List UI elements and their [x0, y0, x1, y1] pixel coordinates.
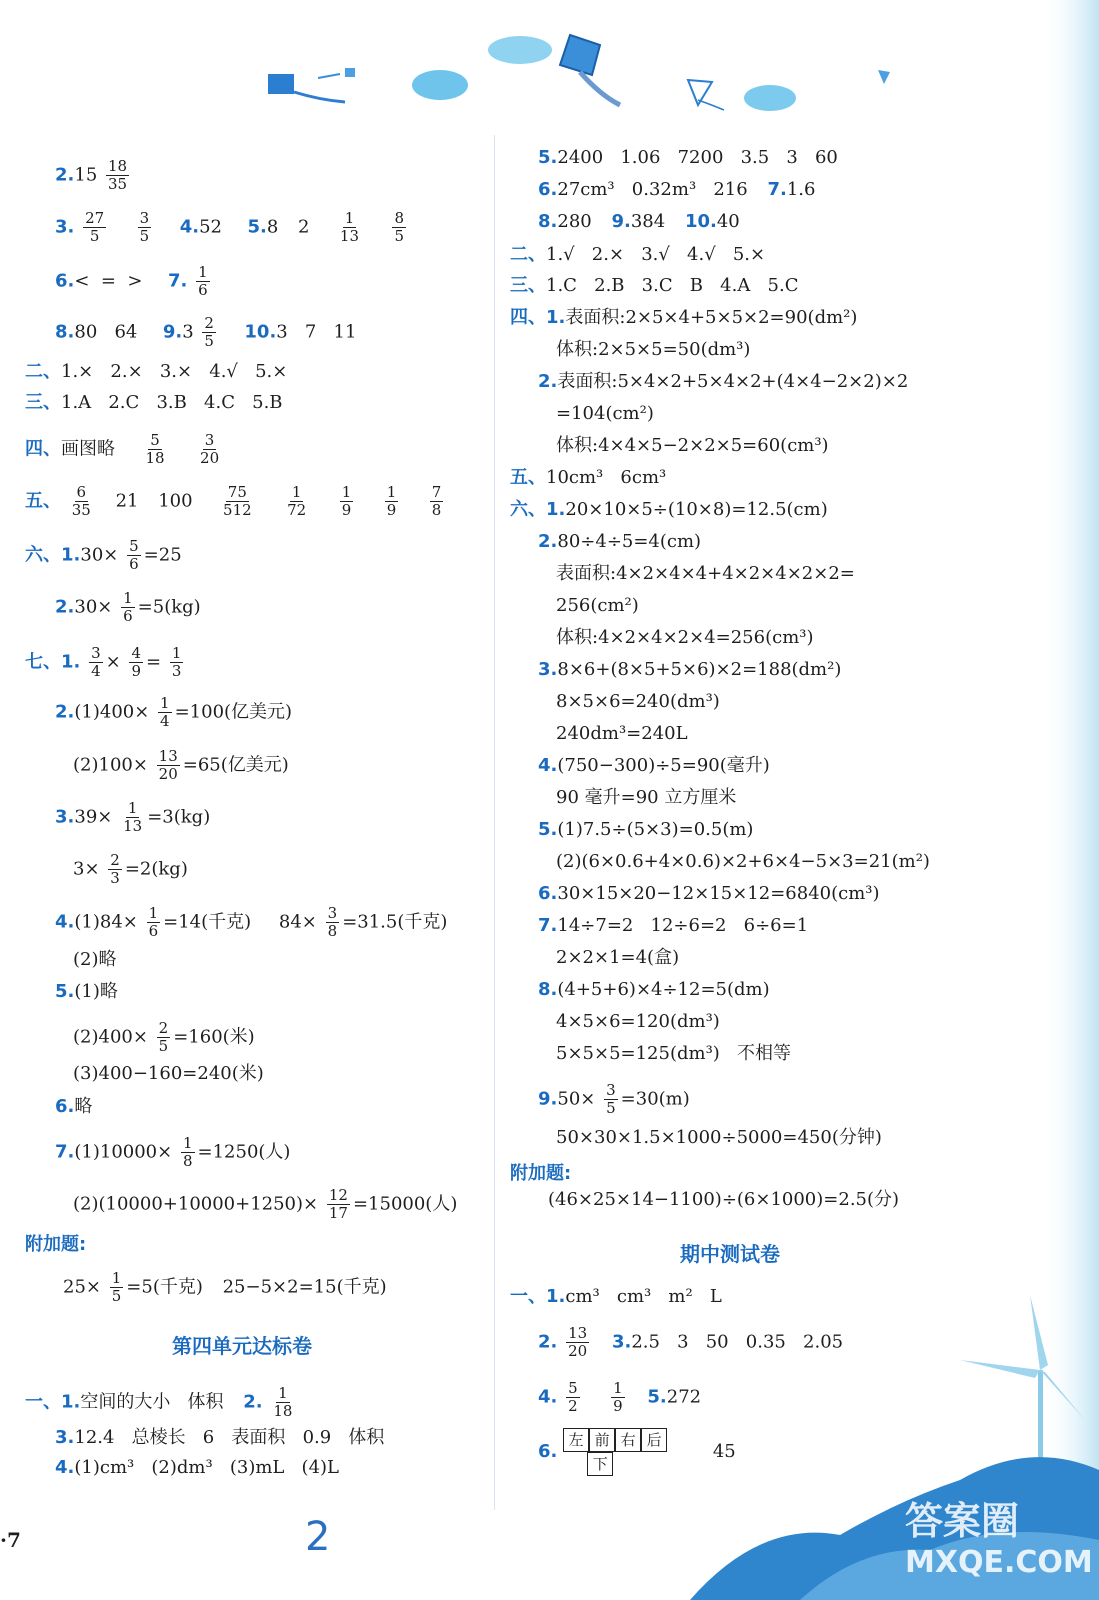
answer-line: 四、1.表面积:2×5×4+5×5×2=90(dm²): [510, 307, 858, 328]
answer-line: 5×5×5=125(dm³) 不相等: [556, 1043, 791, 1064]
answer-line: 3.12.4 总棱长 6 表面积 0.9 体积: [55, 1427, 385, 1448]
answer-line: 五、10cm³ 6cm³: [510, 467, 667, 488]
answer-line: 2.15 $\frac{18}{35}$: [55, 157, 128, 193]
bonus-heading: 附加题:: [510, 1163, 572, 1184]
answer-line: 二、1.√ 2.× 3.√ 4.√ 5.×: [510, 244, 766, 265]
answer-line: (2)(6×0.6+4×0.6)×2+6×4−5×3=21(m²): [556, 851, 930, 872]
answer-line: 3× $\frac{2}{3}$ =2(kg): [73, 851, 188, 887]
answer-line: 体积:2×5×5=50(dm³): [556, 339, 751, 360]
answer-line: 六、1.30× $\frac{5}{6}$ =25: [25, 537, 182, 573]
kite-left-icon: [268, 68, 355, 102]
kite-center-icon: [560, 35, 620, 105]
answer-line: 7.(1)10000× $\frac{1}{8}$ =1250(人): [55, 1134, 291, 1170]
answer-line: 2.(1)400× $\frac{1}{4}$ =100(亿美元): [55, 694, 293, 730]
answer-line: (2)略: [73, 949, 117, 970]
answer-line: =104(cm²): [556, 403, 654, 424]
answer-line: 90 毫升=90 立方厘米: [556, 787, 737, 808]
view-cell: 右: [615, 1428, 641, 1452]
answer-line: (3)400−160=240(米): [73, 1063, 264, 1084]
view-cell: 后: [641, 1428, 667, 1452]
answer-line: 50×30×1.5×1000÷5000=450(分钟): [556, 1127, 882, 1148]
answer-line: 6. 左 前 右 后 下 45: [538, 1428, 736, 1476]
answer-line: 4.(1)cm³ (2)dm³ (3)mL (4)L: [55, 1457, 340, 1478]
answer-line: 4×5×6=120(dm³): [556, 1011, 720, 1032]
answer-line: (2)(10000+10000+1250)× $\frac{12}{17}$ =15000(人): [73, 1186, 458, 1222]
section-title: 第四单元达标卷: [172, 1334, 312, 1358]
section-title: 期中测试卷: [680, 1242, 780, 1266]
answer-line: 2. $\frac{13}{20}$ 3.2.5 3 50 0.35 2.05: [538, 1324, 844, 1360]
answer-line: 5.2400 1.06 7200 3.5 3 60: [538, 147, 838, 168]
answer-line: 25× $\frac{1}{5}$ =5(千克) 25−5×2=15(千克): [63, 1269, 387, 1305]
view-grid: [563, 1428, 667, 1476]
answer-line: 8×5×6=240(dm³): [556, 691, 720, 712]
cloud-icon: [412, 36, 796, 111]
answer-line: 5.(1)7.5÷(5×3)=0.5(m): [538, 819, 754, 840]
answer-line: 6.< = > 7. $\frac{1}{6}$: [55, 263, 208, 299]
answer-line: (46×25×14−1100)÷(6×1000)=2.5(分): [548, 1189, 900, 1210]
answer-line: 三、1.C 2.B 3.C B 4.A 5.C: [510, 275, 799, 296]
answer-line: 4. $\frac{5}{2}$ $\frac{1}{9}$ 5.272: [538, 1379, 702, 1415]
answer-line: 240dm³=240L: [556, 723, 688, 744]
answer-line: 5.(1)略: [55, 981, 118, 1002]
answer-line: 表面积:4×2×4×4+4×2×4×2×2=: [556, 563, 855, 584]
answer-line: 七、1. $\frac{3}{4}$ × $\frac{4}{9}$ = $\frac{1}{3}$: [25, 644, 182, 680]
answer-line: 2.80÷4÷5=4(cm): [538, 531, 702, 552]
answer-line: 256(cm²): [556, 595, 639, 616]
handwritten-mark: 2: [305, 1514, 331, 1560]
answer-line: 体积:4×2×4×2×4=256(cm³): [556, 627, 814, 648]
answer-line: 四、画图略 $\frac{5}{18}$ $\frac{3}{20}$: [25, 431, 220, 467]
answer-line: 8.(4+5+6)×4÷12=5(dm): [538, 979, 770, 1000]
answer-line: 2.30× $\frac{1}{6}$ =5(kg): [55, 589, 201, 625]
answer-line: 一、1.cm³ cm³ m² L: [510, 1286, 722, 1307]
answer-line: 4.(1)84× $\frac{1}{6}$ =14(千克) 84× $\frac{3}{8}$ =31.5(千克): [55, 904, 448, 940]
bonus-heading: 附加题:: [25, 1234, 87, 1255]
answer-line: 6.27cm³ 0.32m³ 216 7.1.6: [538, 179, 816, 200]
view-cell: 前: [589, 1428, 615, 1452]
answer-line: 2.表面积:5×4×2+5×4×2+(4×4−2×2)×2: [538, 371, 909, 392]
page-number: ·7: [0, 1528, 21, 1552]
answer-line: 3.39× $\frac{1}{13}$ =3(kg): [55, 799, 211, 835]
watermark-logo: 答案圈: [905, 1499, 1020, 1543]
answer-line: 3.8×6+(8×5+5×6)×2=188(dm²): [538, 659, 842, 680]
answer-line: 五、 $\frac{6}{35}$ 21 100 $\frac{75}{512}$ $\frac{1}{72}$ $\frac{1}{9}$ $\frac{1}{9}$ $\frac{7}{8}$: [25, 483, 442, 519]
answer-line: 2×2×1=4(盒): [556, 947, 680, 968]
view-cell: 下: [587, 1452, 613, 1476]
answer-line: 7.14÷7=2 12÷6=2 6÷6=1: [538, 915, 809, 936]
answer-line: (2)400× $\frac{2}{5}$ =160(米): [73, 1019, 255, 1055]
answer-line: 一、1.空间的大小 体积 2. $\frac{1}{18}$: [25, 1384, 293, 1420]
answer-line: 8.80 64 9.3 $\frac{2}{5}$ 10.3 7 11: [55, 314, 357, 350]
answer-line: (2)100× $\frac{13}{20}$ =65(亿美元): [73, 747, 289, 783]
answer-line: 6.30×15×20−12×15×12=6840(cm³): [538, 883, 880, 904]
answer-line: 六、1.20×10×5÷(10×8)=12.5(cm): [510, 499, 828, 520]
answer-line: 8.280 9.384 10.40: [538, 211, 740, 232]
answer-line: 二、1.× 2.× 3.× 4.√ 5.×: [25, 361, 288, 382]
answer-line: 三、1.A 2.C 3.B 4.C 5.B: [25, 392, 283, 413]
answer-line: 4.(750−300)÷5=90(毫升): [538, 755, 770, 776]
view-cell: 左: [563, 1428, 589, 1452]
answer-line: 体积:4×4×5−2×2×5=60(cm³): [556, 435, 829, 456]
answer-line: 6.略: [55, 1096, 93, 1117]
answer-line: 9.50× $\frac{3}{5}$ =30(m): [538, 1081, 690, 1117]
watermark-url: MXQE.COM: [905, 1545, 1093, 1580]
answer-line: 3. $\frac{27}{5}$ $\frac{3}{5}$ 4.52 5.8 2 $\frac{1}{13}$ $\frac{8}{5}$: [55, 209, 405, 245]
column-divider: [494, 135, 495, 1510]
